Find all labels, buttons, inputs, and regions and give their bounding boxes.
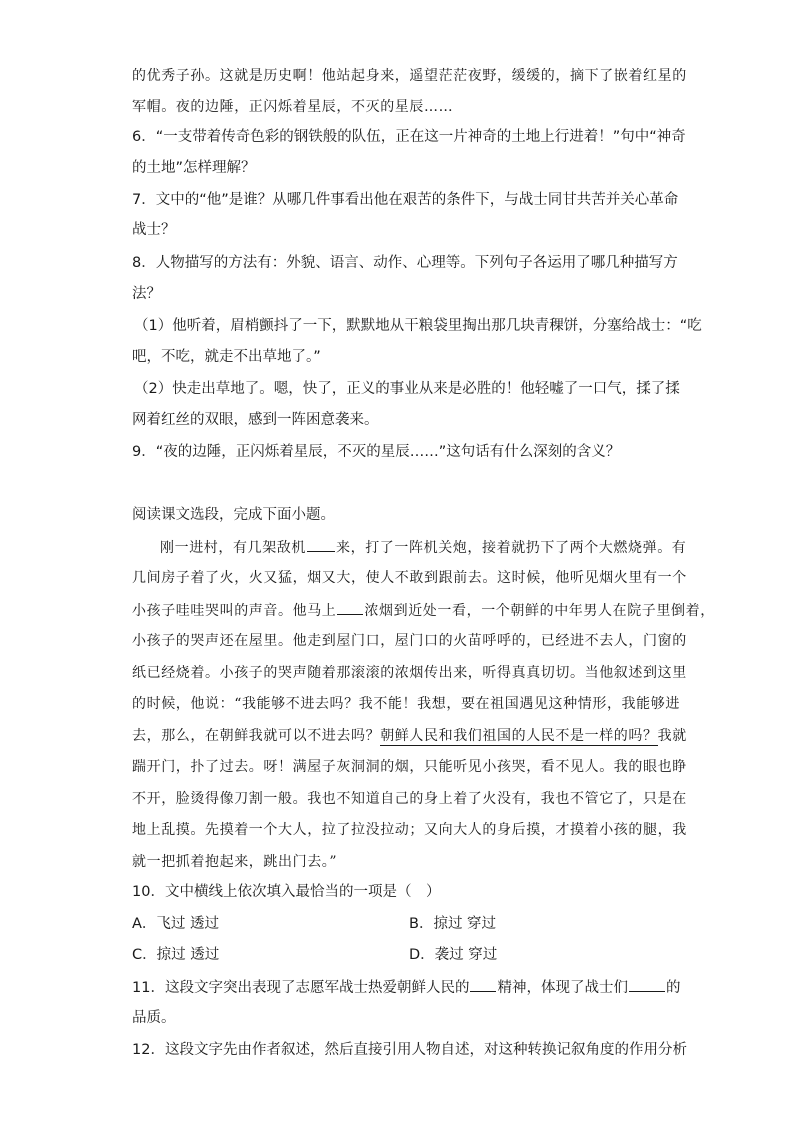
question-8-sentence-2-cont: 网着红丝的双眼，感到一阵困意袭来。 — [132, 412, 379, 428]
question-10: 10．文中横线上依次填入最恰当的一项是（ ） — [132, 884, 441, 900]
question-11-cont: 品质。 — [132, 1010, 176, 1026]
passage-line: 纸已经烧着。小孩子的哭声随着那滚滚的浓烟传出来，听得真真切切。当他叙述到这里 — [132, 665, 687, 681]
option-b[interactable]: B．掠过 穿过 — [409, 916, 497, 932]
option-c[interactable]: C．掠过 透过 — [132, 947, 220, 963]
passage-line: 不开，脸烫得像刀割一般。我也不知道自己的身上着了火没有，我也不管它了，只是在 — [132, 791, 687, 807]
question-11: 11．这段文字突出表现了志愿军战士热爱朝鲜人民的 精神，体现了战士们 的 — [132, 977, 662, 998]
question-7: 7．文中的“他”是谁？从哪几件事看出他在艰苦的条件下，与战士同甘共苦并关心革命 — [132, 192, 679, 208]
option-a[interactable]: A．飞过 透过 — [132, 916, 220, 932]
question-12: 12．这段文字先由作者叙述，然后直接引用人物自述，对这种转换记叙角度的作用分析 — [132, 1042, 687, 1058]
passage-line: 小孩子哇哇哭叫的声音。他马上 浓烟到近处一看，一个朝鲜的中年男人在院子里倒着， — [132, 600, 662, 621]
passage-line: 地上乱摸。先摸着一个大人，拉了拉没拉动；又向大人的身后摸，才摸着小孩的腿，我 — [132, 822, 687, 838]
question-7-cont: 战士？ — [132, 222, 176, 238]
fill-blank-4[interactable] — [629, 977, 665, 992]
question-8-sentence-1-cont: 吧，不吃，就走不出草地了。” — [132, 349, 321, 365]
option-d[interactable]: D．袭过 穿过 — [409, 947, 498, 963]
passage-line: 几间房子着了火，火又猛，烟又大，使人不敢到跟前去。这时候，他听见烟火里有一个 — [132, 570, 687, 586]
passage-line: 就一把抓着抱起来，跳出门去。” — [132, 854, 338, 870]
question-9: 9．“夜的边陲，正闪烁着星辰，不灭的星辰……”这句话有什么深刻的含义？ — [132, 444, 621, 460]
passage-line: 踹开门，扑了过去。呀！满屋子灰洞洞的烟，只能听见小孩哭，看不见人。我的眼也睁 — [132, 759, 687, 775]
question-8: 8．人物描写的方法有：外貌、语言、动作、心理等。下列句子各运用了哪几种描写方 — [132, 255, 678, 271]
fill-blank-1[interactable] — [307, 537, 335, 552]
question-6-cont: 的土地”怎样理解？ — [132, 160, 256, 176]
question-6: 6．“一支带着传奇色彩的钢铁般的队伍，正在这一片神奇的土地上行进着！”句中“神奇 — [132, 129, 686, 145]
passage-line: 刚一进村，有几架敌机 来，打了一阵机关炮，接着就扔下了两个大燃烧弹。有 — [160, 537, 690, 558]
story-line: 的优秀子孙。这就是历史啊！他站起身来，遥望茫茫夜野，缓缓的，摘下了嵌着红星的 — [132, 68, 687, 84]
underlined-sentence: 朝鲜人民和我们祖国的人民不是一样的吗？ — [380, 728, 658, 744]
question-8-cont: 法？ — [132, 286, 161, 302]
passage-line: 去，那么，在朝鲜我就可以不进去吗？朝鲜人民和我们祖国的人民不是一样的吗？我就 — [132, 728, 687, 744]
passage-line: 的时候，他说：“我能够不进去吗？我不能！我想，要在祖国遇见这种情形，我能够进 — [132, 696, 680, 712]
passage-line: 小孩子的哭声还在屋里。他走到屋门口，屋门口的火苗呼呼的，已经进不去人，门窗的 — [132, 633, 687, 649]
fill-blank-3[interactable] — [470, 977, 496, 992]
question-8-sentence-2: （2）快走出草地了。嗯，快了，正义的事业从来是必胜的！他轻嘘了一口气，揉了揉 — [134, 381, 680, 397]
section-heading: 阅读课文选段，完成下面小题。 — [132, 507, 335, 523]
fill-blank-2[interactable] — [337, 600, 363, 615]
question-8-sentence-1: （1）他听着，眉梢颤抖了一下，默默地从干粮袋里掏出那几块青稞饼，分塞给战士：“吃 — [134, 318, 702, 334]
story-line: 军帽。夜的边陲，正闪烁着星辰，不灭的星辰…… — [132, 99, 454, 115]
